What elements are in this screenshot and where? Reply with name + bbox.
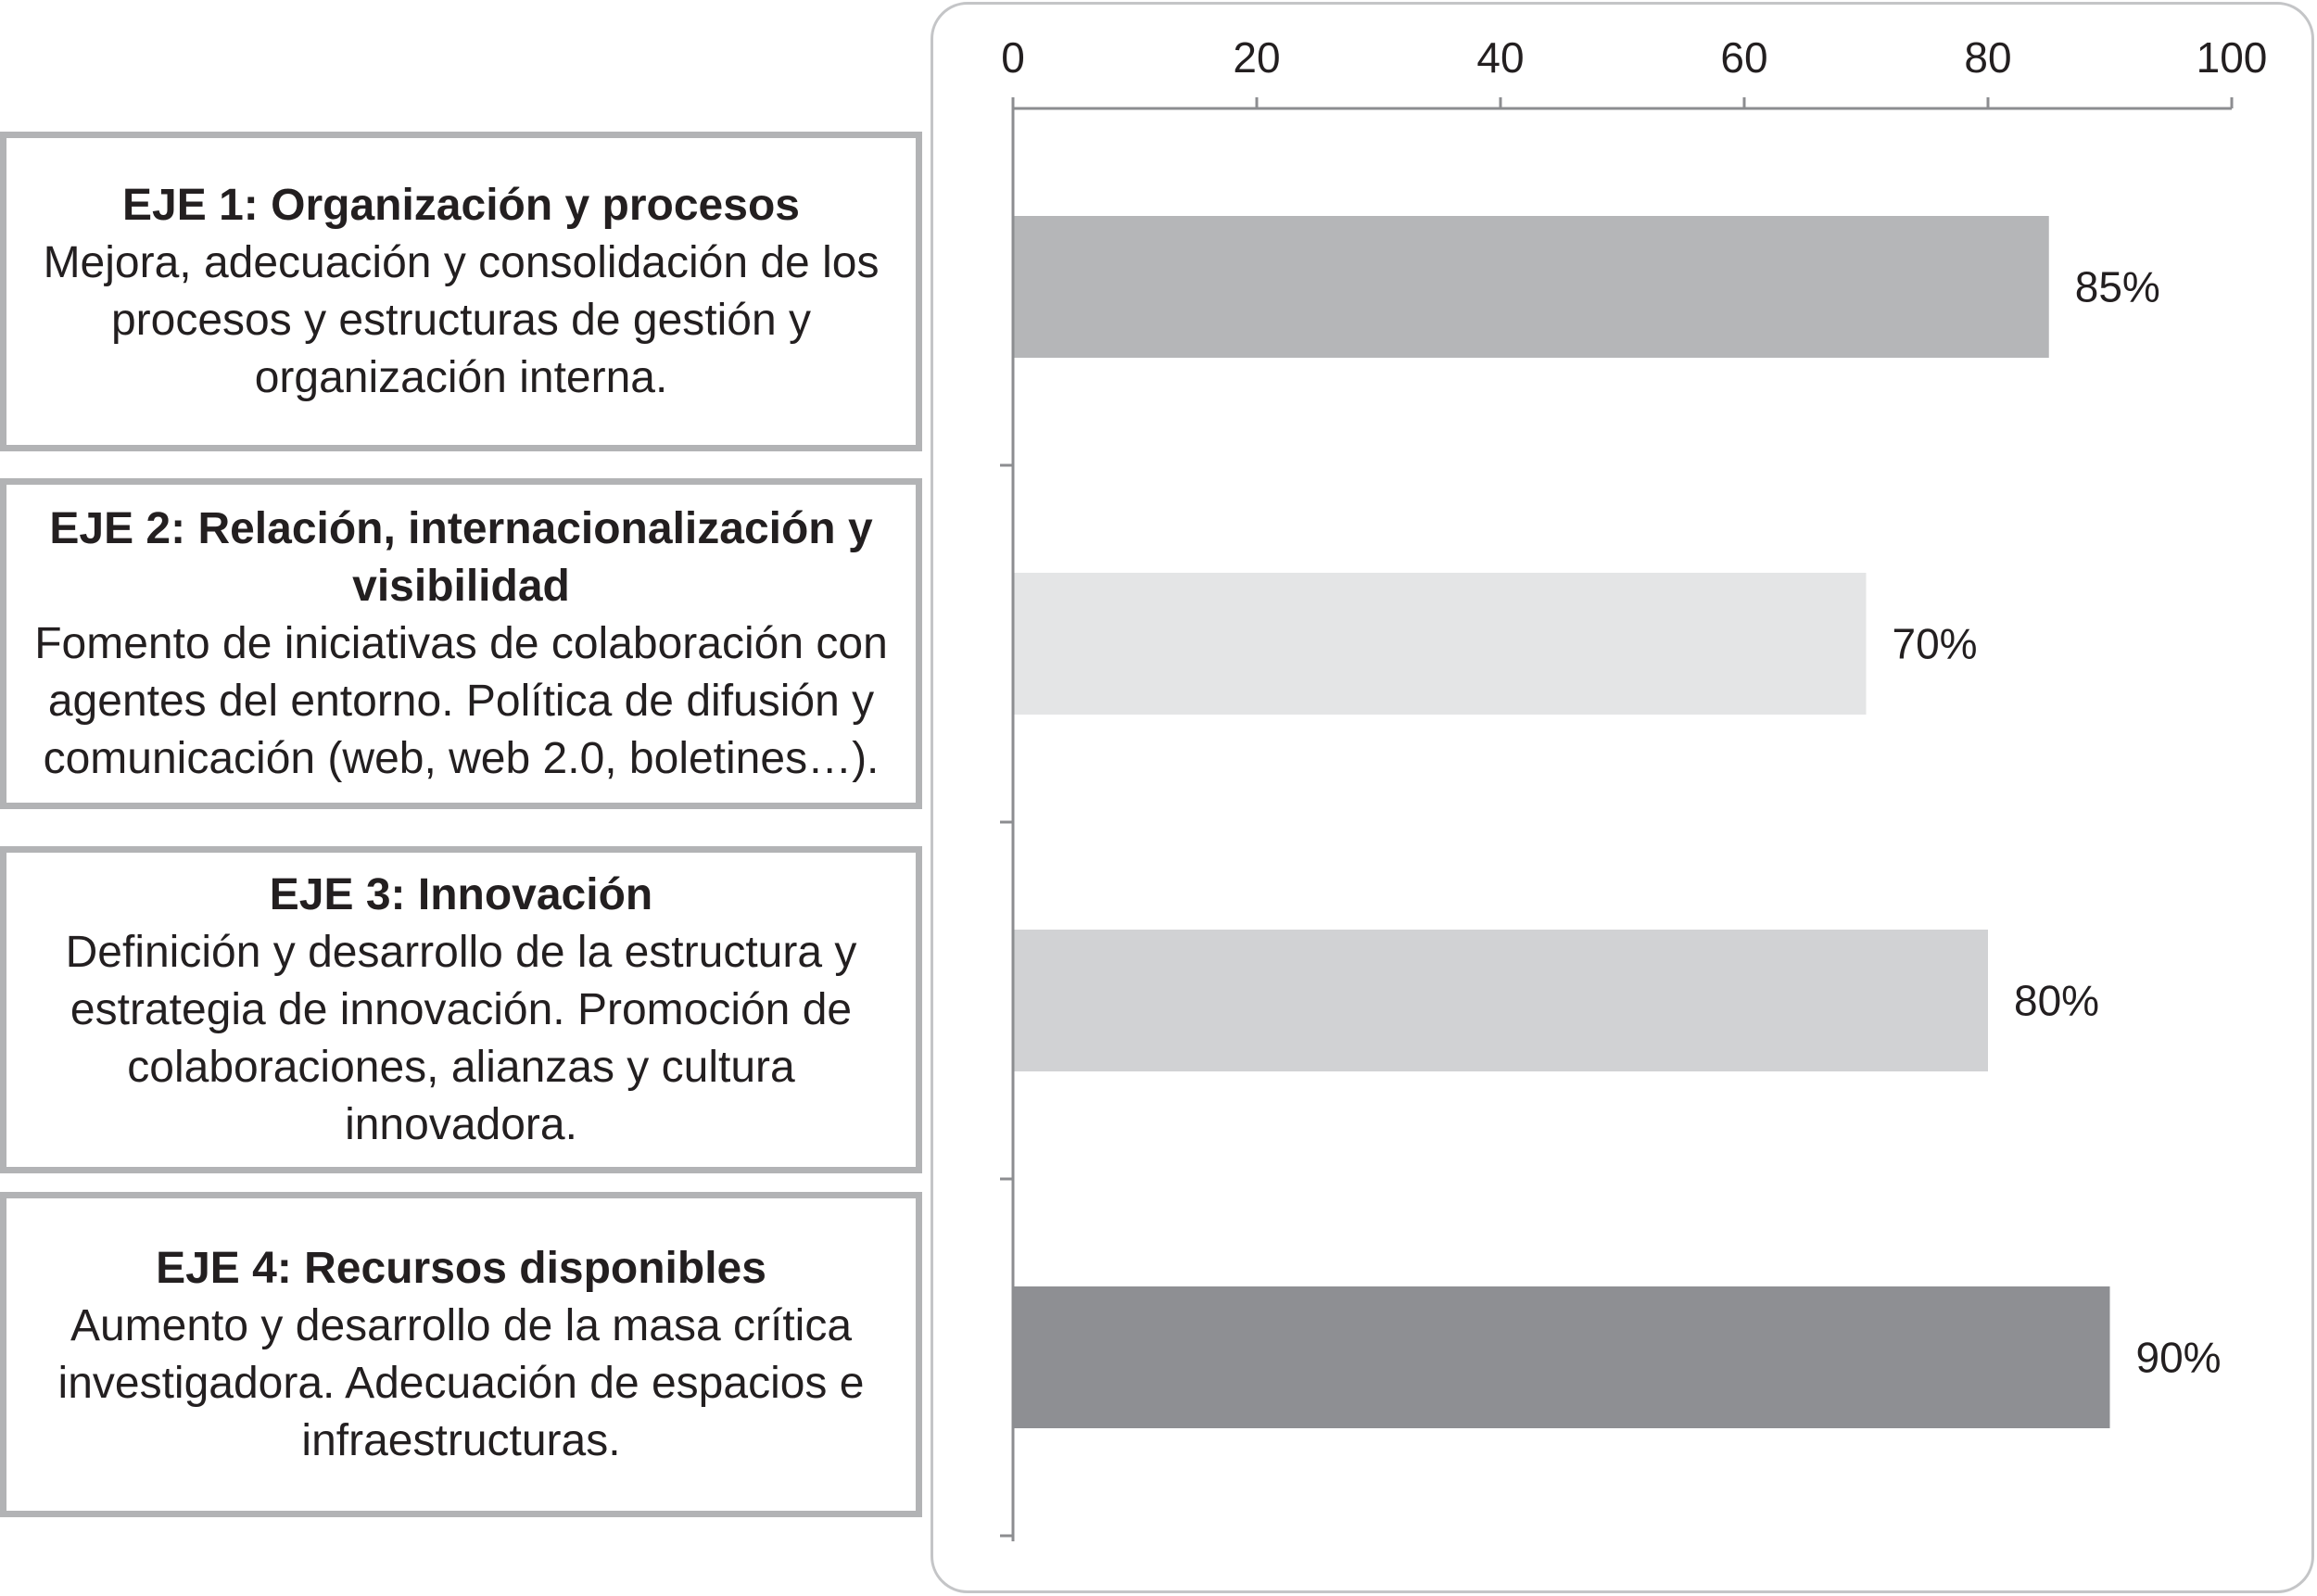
bar-4 bbox=[1013, 1286, 2110, 1428]
x-tick-label-100: 100 bbox=[2196, 33, 2268, 82]
bar-3-value-label: 80% bbox=[2014, 976, 2100, 1025]
bar-2-value-label: 70% bbox=[1892, 619, 1978, 668]
bar-1-value-label: 85% bbox=[2074, 262, 2160, 311]
x-tick-label-20: 20 bbox=[1233, 33, 1281, 82]
eje-3-description: Definición y desarrollo de la estructura y estrategia de innovación. Promoción de colaboraciones, alianzas y cultura innovadora. bbox=[65, 927, 857, 1149]
eje-4-title: EJE 4: Recursos disponibles bbox=[156, 1243, 766, 1293]
x-tick-label-80: 80 bbox=[1964, 33, 2012, 82]
bar-3 bbox=[1013, 930, 1988, 1071]
eje-4-description: Aumento y desarrollo de la masa crítica investigadora. Adecuación de espacios e infraestructuras. bbox=[57, 1300, 865, 1465]
bar-2 bbox=[1013, 573, 1867, 715]
x-tick-label-40: 40 bbox=[1476, 33, 1525, 82]
x-tick-label-60: 60 bbox=[1720, 33, 1768, 82]
eje-1-description: Mejora, adecuación y consolidación de los procesos y estructuras de gestión y organización interna. bbox=[43, 237, 880, 402]
bar-1 bbox=[1013, 216, 2049, 358]
eje-2-description: Fomento de iniciativas de colaboración con agentes del entorno. Política de difusión y comunicación (web, web 2.0, boletines…). bbox=[34, 618, 888, 783]
eje-1-title: EJE 1: Organización y procesos bbox=[122, 180, 800, 230]
x-tick-label-0: 0 bbox=[1001, 33, 1025, 82]
eje-2-title: EJE 2: Relación, internacionalización y visibilidad bbox=[49, 503, 873, 611]
eje-3-title: EJE 3: Innovación bbox=[269, 869, 653, 919]
bar-4-value-label: 90% bbox=[2135, 1333, 2222, 1382]
